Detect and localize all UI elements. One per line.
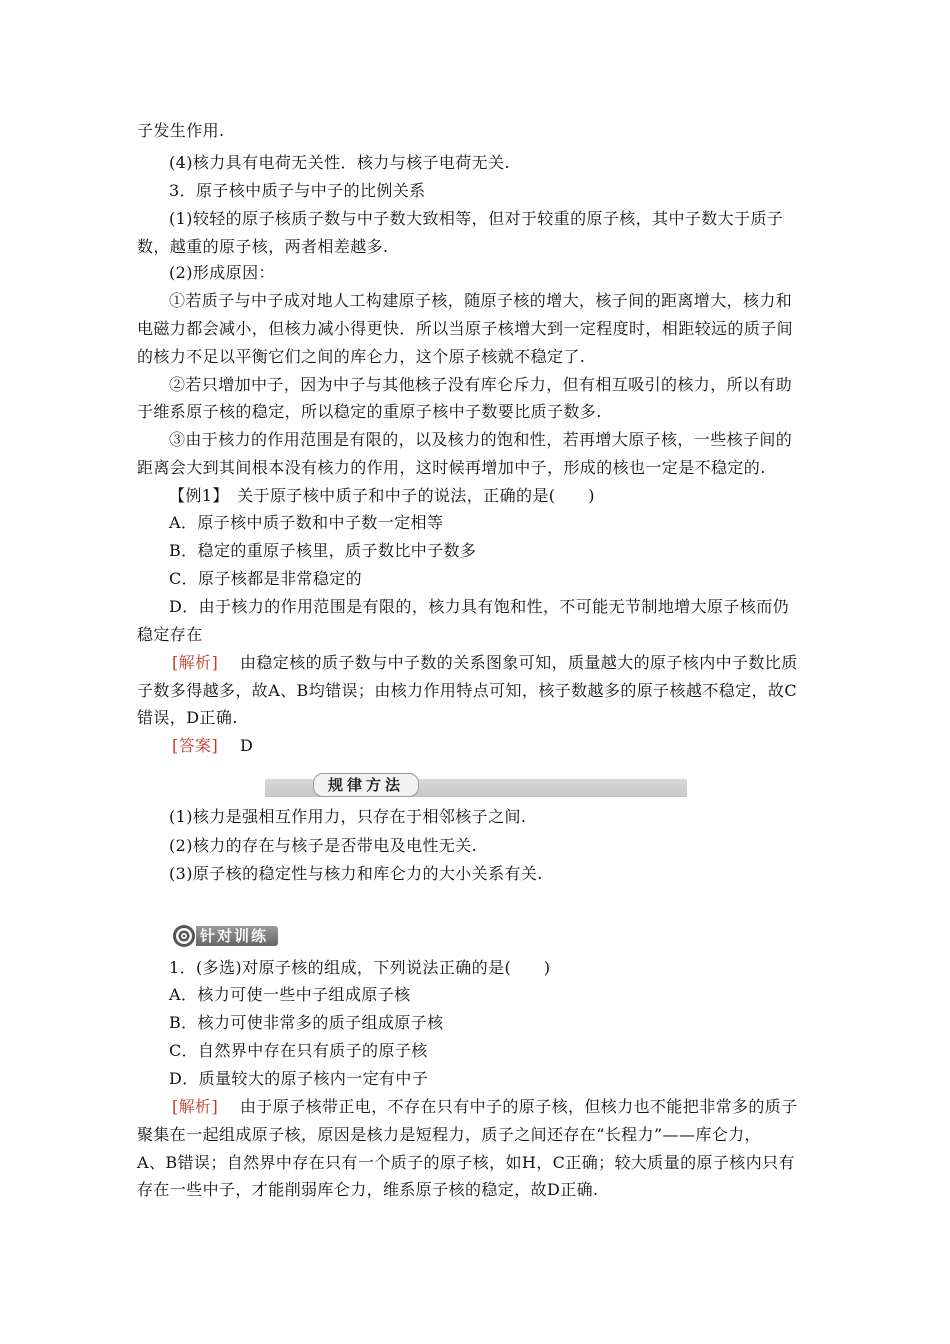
training-banner	[172, 924, 290, 948]
answer-tag: [答案]	[172, 736, 219, 755]
analysis-tag: [解析]	[172, 653, 219, 672]
option-line: C．自然界中存在只有质子的原子核	[169, 1041, 428, 1060]
method-banner	[265, 776, 687, 797]
example-question: 【例1】 关于原子核中质子和中子的说法，正确的是( )	[169, 486, 595, 505]
method-line: (2)核力的存在与核子是否带电及电性无关.	[169, 836, 478, 855]
method-banner-label: 规律方法	[313, 773, 419, 797]
answer-text: D	[240, 736, 254, 755]
option-line: A．原子核中质子数和中子数一定相等	[169, 513, 444, 532]
paragraph-line: (2)形成原因：	[169, 263, 275, 282]
analysis-tag: [解析]	[172, 1097, 219, 1116]
option-line: B．核力可使非常多的质子组成原子核	[169, 1013, 444, 1032]
paragraph-line: ③由于核力的作用范围是有限的，以及核力的饱和性，若再增大原子核，一些核子间的	[169, 430, 793, 449]
exercise-question: 1．(多选)对原子核的组成，下列说法正确的是( )	[169, 958, 551, 977]
paragraph-line: (1)较轻的原子核质子数与中子数大致相等，但对于较重的原子核，其中子数大于质子	[169, 209, 784, 228]
paragraph-line: 数，越重的原子核，两者相差越多.	[137, 237, 389, 256]
paragraph-line: 于维系原子核的稳定，所以稳定的重原子核中子数要比质子数多.	[137, 402, 602, 421]
section-heading: 3．原子核中质子与中子的比例关系	[169, 181, 426, 200]
option-line: B．稳定的重原子核里，质子数比中子数多	[169, 541, 477, 560]
analysis-text: 由稳定核的质子数与中子数的关系图象可知，质量越大的原子核内中子数比质	[240, 653, 798, 672]
target-icon	[172, 924, 196, 948]
paragraph-line: 电磁力都会减小，但核力减小得更快．所以当原子核增大到一定程度时，相距较远的质子间	[137, 319, 794, 338]
paragraph-line: (4)核力具有电荷无关性．核力与核子电荷无关.	[169, 153, 510, 172]
paragraph-line: 的核力不足以平衡它们之间的库仑力，这个原子核就不稳定了.	[137, 347, 586, 366]
analysis-text: 子数多得越多，故A、B均错误；由核力作用特点可知，核子数越多的原子核越不稳定，故C	[137, 681, 797, 700]
paragraph-line: ①若质子与中子成对地人工构建原子核，随原子核的增大，核子间的距离增大，核力和	[169, 291, 793, 310]
option-line: A．核力可使一些中子组成原子核	[169, 985, 411, 1004]
option-line: D．由于核力的作用范围是有限的，核力具有饱和性，不可能无节制地增大原子核而仍	[169, 597, 790, 616]
paragraph-line: ②若只增加中子，因为中子与其他核子没有库仑斥力，但有相互吸引的核力，所以有助	[169, 375, 793, 394]
option-line: 稳定存在	[137, 625, 203, 644]
training-banner-label: 针对训练	[196, 926, 278, 946]
analysis-text: 聚集在一起组成原子核，原因是核力是短程力，质子之间还存在“长程力”——库仑力，	[137, 1125, 761, 1144]
option-line: C．原子核都是非常稳定的	[169, 569, 363, 588]
analysis-text: A、B错误；自然界中存在只有一个质子的原子核，如H，C正确；较大质量的原子核内只有	[137, 1153, 795, 1172]
paragraph-line: 子发生作用.	[137, 121, 225, 140]
paragraph-line: 距离会大到其间根本没有核力的作用，这时候再增加中子，形成的核也一定是不稳定的.	[137, 458, 766, 477]
option-line: D．质量较大的原子核内一定有中子	[169, 1069, 429, 1088]
analysis-text: 由于原子核带正电，不存在只有中子的原子核，但核力也不能把非常多的质子	[240, 1097, 798, 1116]
method-line: (3)原子核的稳定性与核力和库仑力的大小关系有关.	[169, 864, 543, 883]
method-line: (1)核力是强相互作用力，只存在于相邻核子之间.	[169, 807, 527, 826]
analysis-text: 错误，D正确.	[137, 708, 238, 727]
analysis-text: 存在一些中子，才能削弱库仑力，维系原子核的稳定，故D正确.	[137, 1180, 599, 1199]
